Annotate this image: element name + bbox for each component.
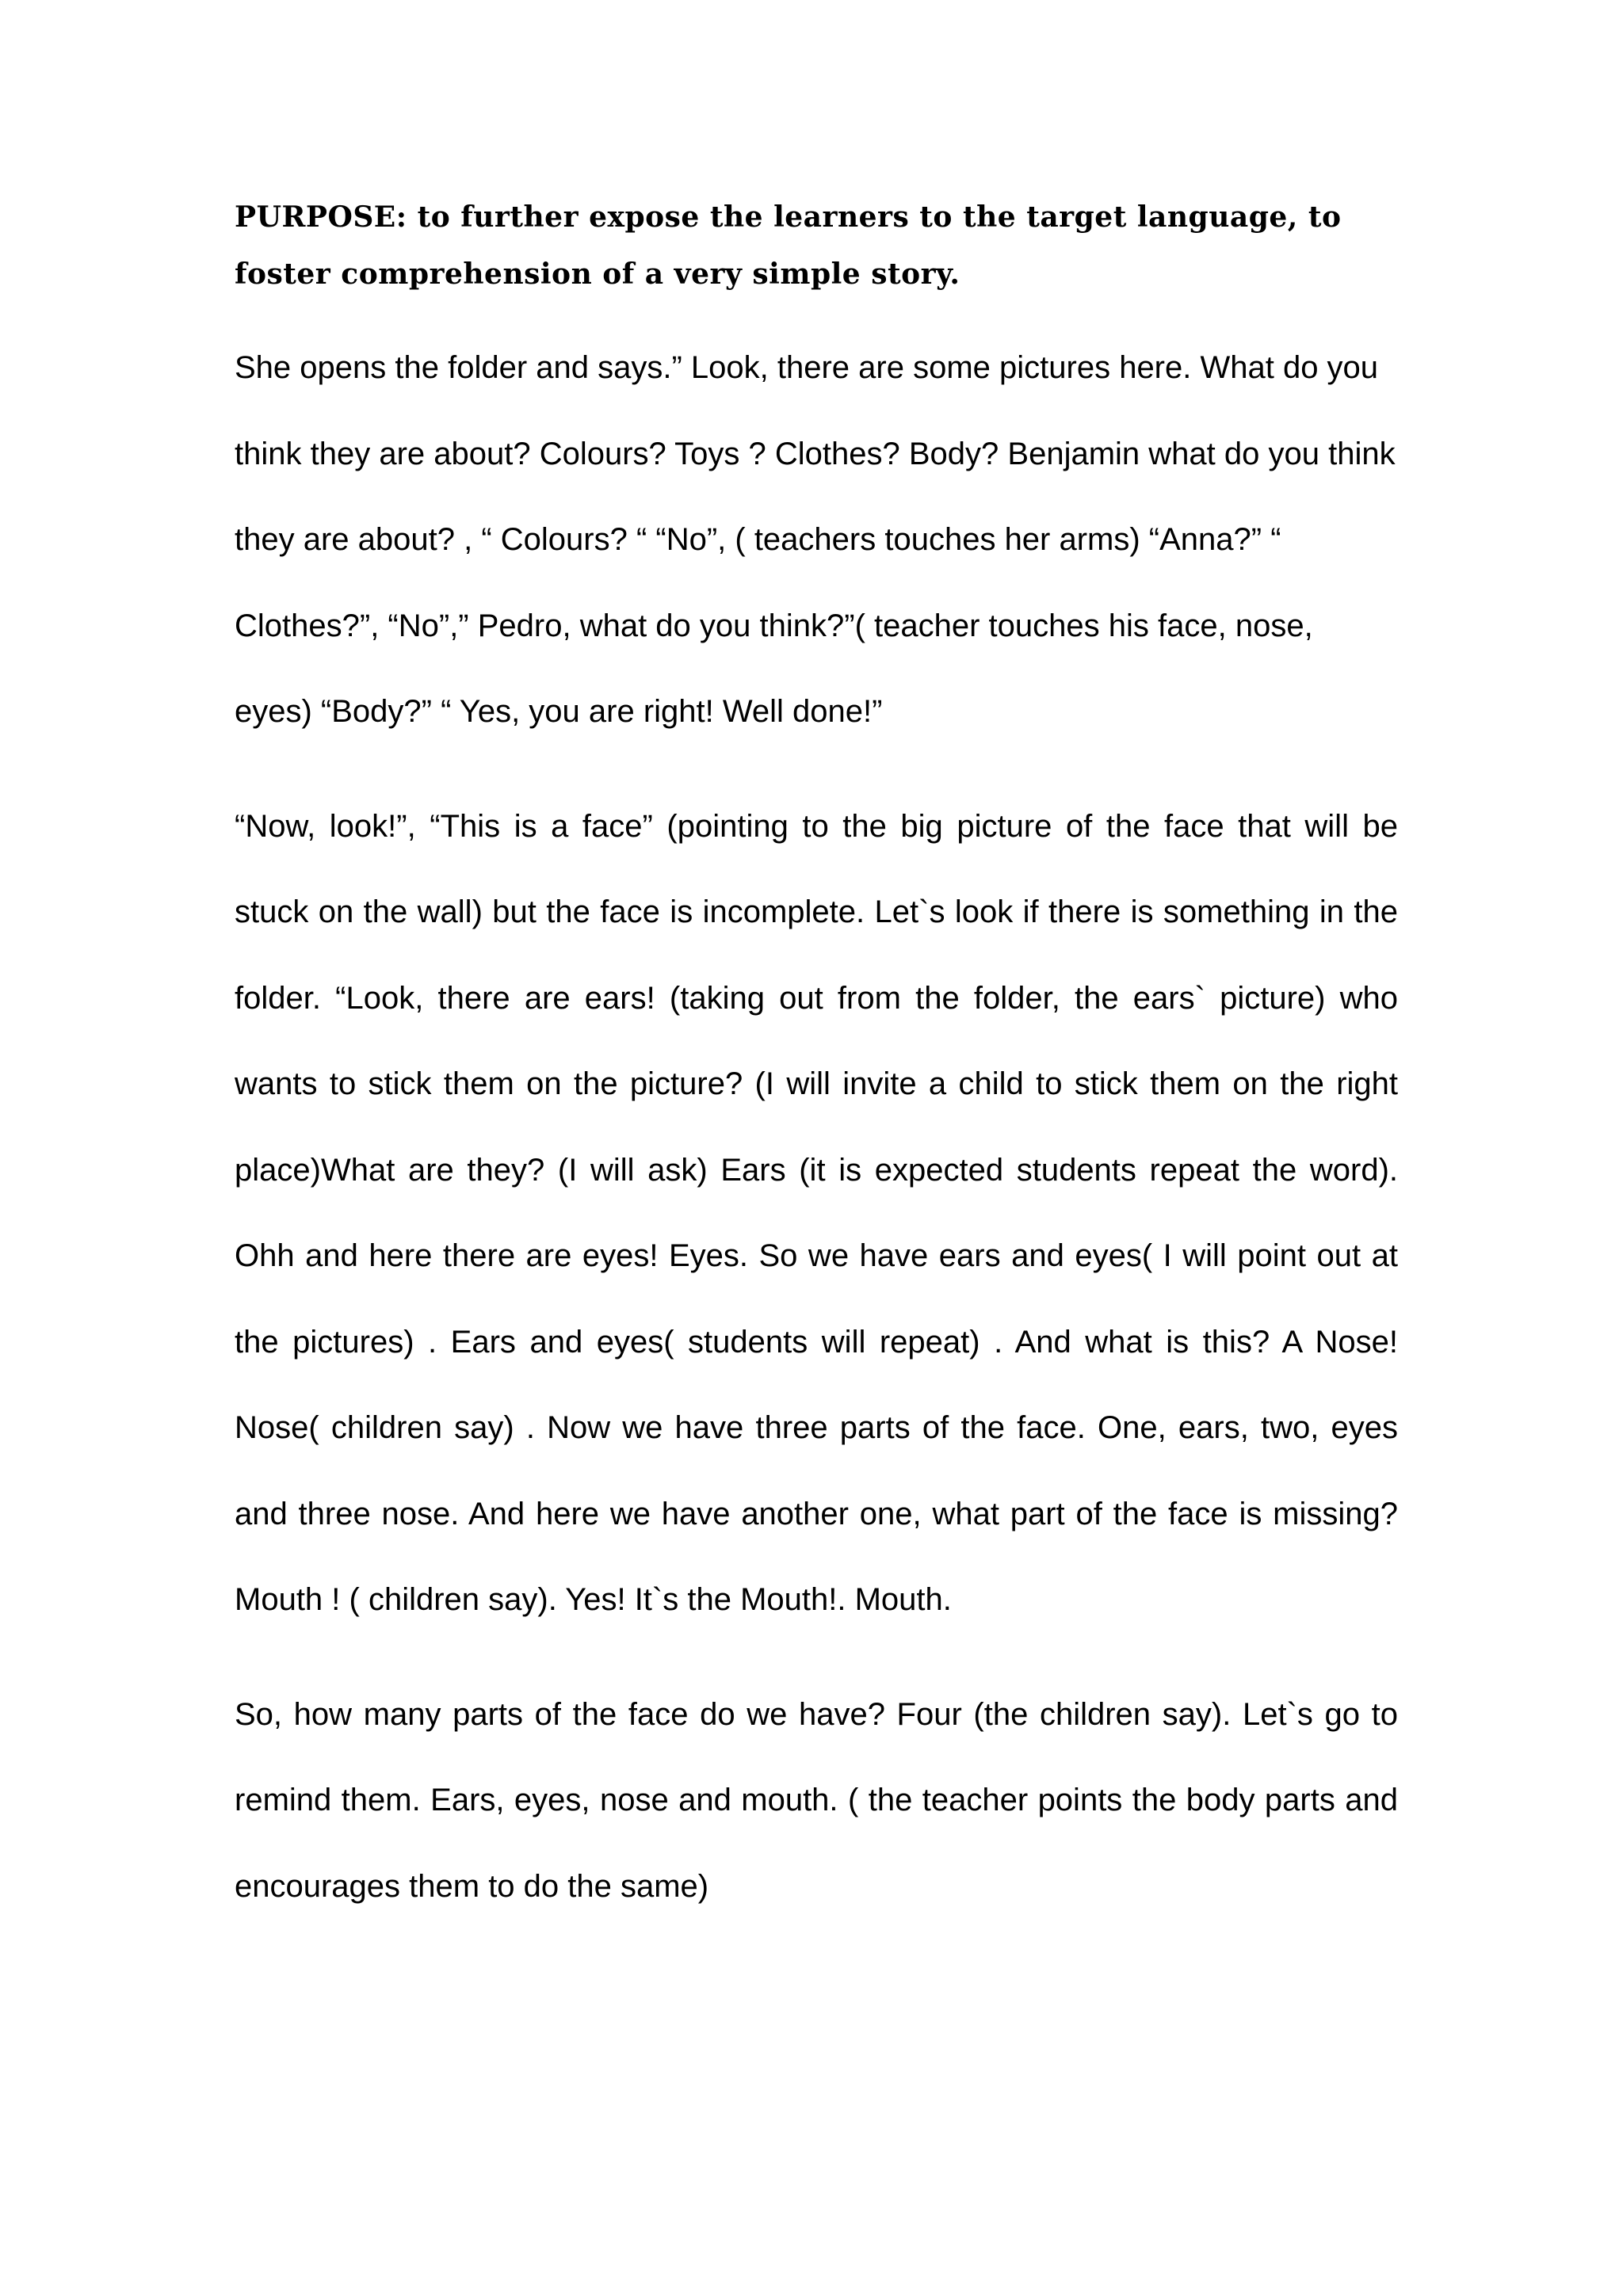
purpose-heading: PURPOSE: to further expose the learners to the target language, to foster comprehension of a very simple story. [235,200,1342,291]
paragraph-face-parts: “Now, look!”, “This is a face” (pointing to the big picture of the face that will be stuck on the wall) but the face is incomplete. Let`s look if there is something in the folder. “Look, there are ears! (taking out from the folder, the ears` picture) who wants to stick them on the picture? (I will invite a child to stick them on the right place)What are they? (I will ask) Ears (it is expected students repeat the word). Ohh and here there are eyes! Eyes. So we have ears and eyes( I will point out at the pictures) . Ears and eyes( students will repeat) . And what is this? A Nose! Nose( children say) . Now we have three parts of the face. One, ears, two, eyes and three nose. And here we have another one, what part of the face is missing? Mouth ! ( children say). Yes! It`s the Mouth!. Mouth. [235,808,1398,1617]
paragraph-intro: She opens the folder and says.” Look, there are some pictures here. What do you think they are about? Colours? Toys ? Clothes? Body? Benjamin what do you think they are about? , “ Colours? “ “No”, ( teachers touches her arms) “Anna?” “ Clothes?”, “No”,” Pedro, what do you think?”( teacher touches his face, nose, eyes) “Body?” “ Yes, you are right! Well done!” [235,350,1396,729]
paragraph-review: So, how many parts of the face do we have? Four (the children say). Let`s go to remind them. Ears, eyes, nose and mouth. ( the teacher points the body parts and encourages them to do the same) [235,1696,1398,1904]
document-body [235,182,1398,1958]
